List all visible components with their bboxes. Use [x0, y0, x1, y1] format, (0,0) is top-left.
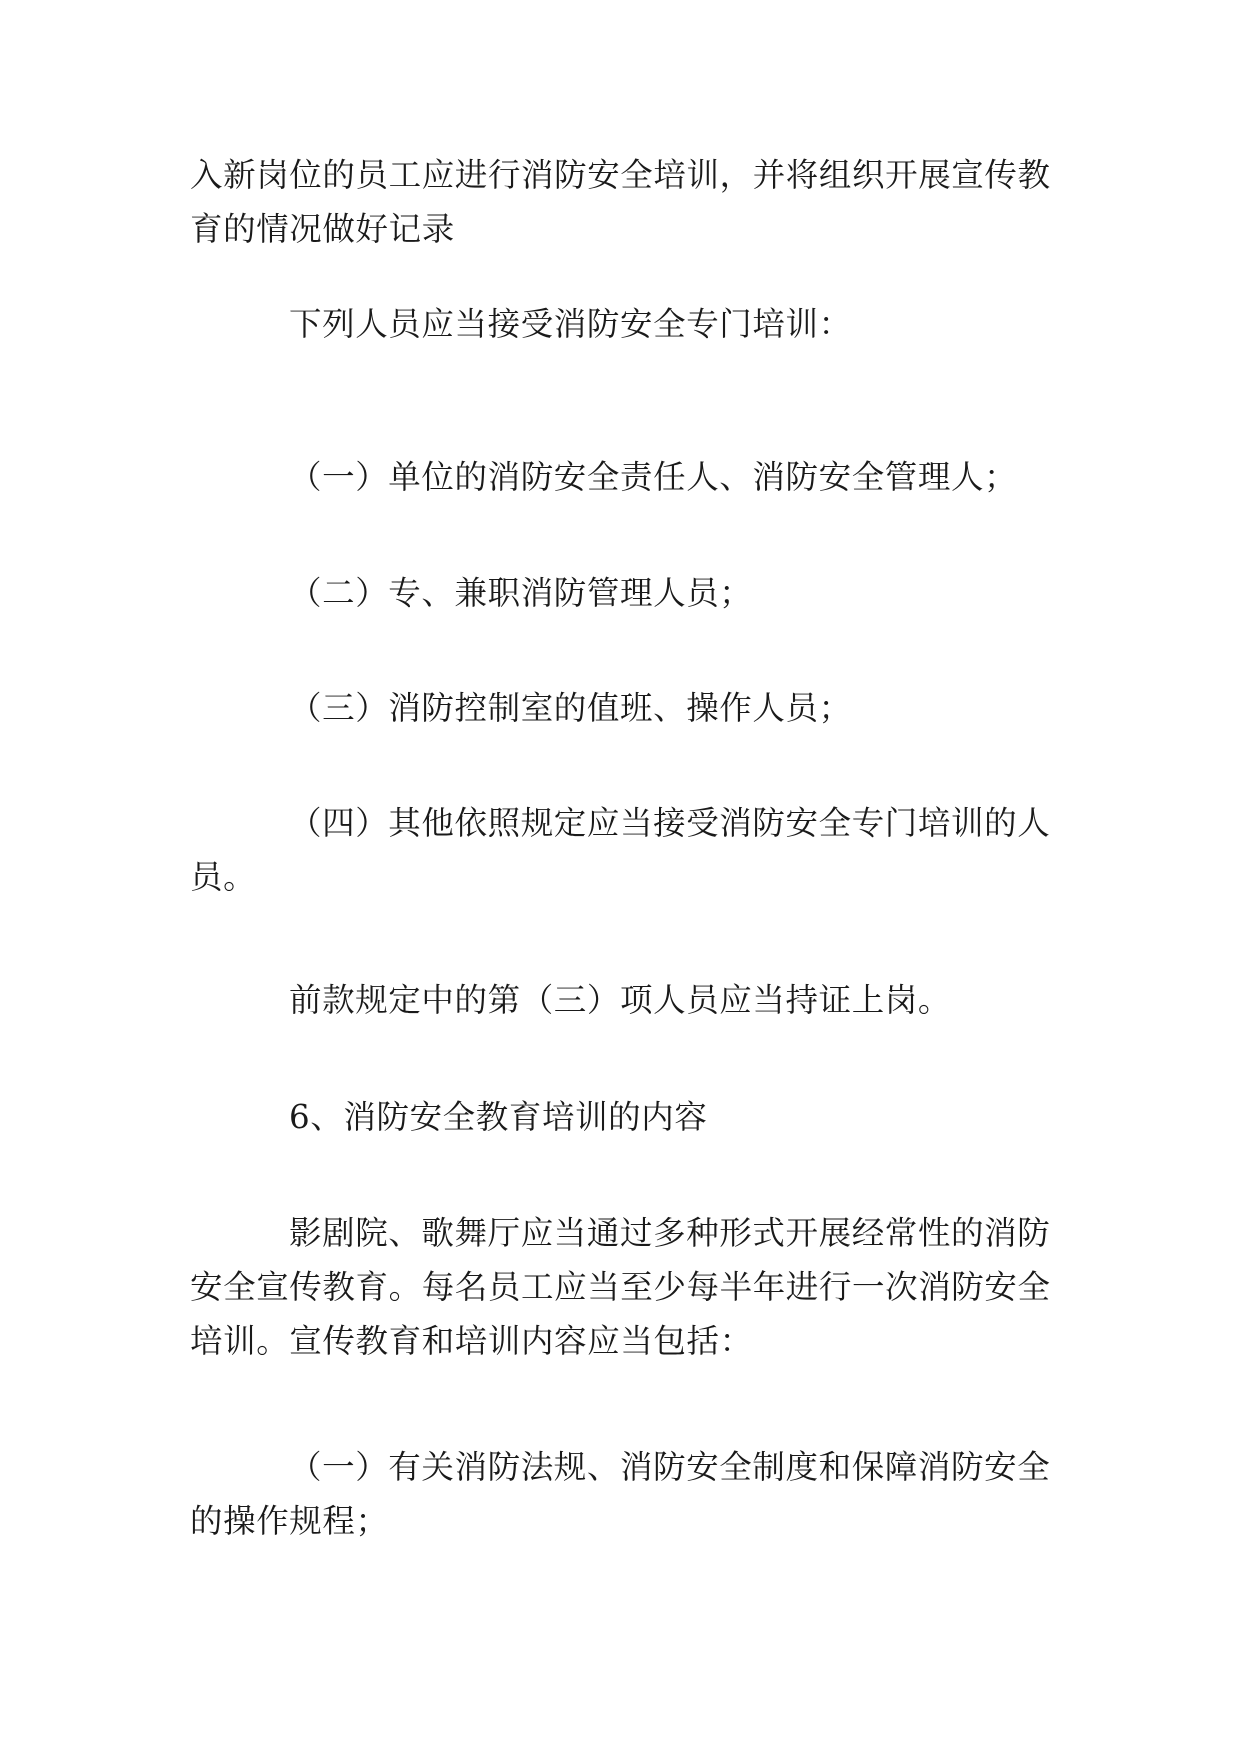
list-item-5: （一）有关消防法规、消防安全制度和保障消防安全的操作规程；: [190, 1448, 1051, 1540]
list-item-3: （三）消防控制室的值班、操作人员；: [289, 689, 852, 727]
list-item-1: （一）单位的消防安全责任人、消防安全管理人；: [289, 458, 1018, 496]
paragraph-note: 前款规定中的第（三）项人员应当持证上岗。: [289, 981, 952, 1019]
list-item-4: （四）其他依照规定应当接受消防安全专门培训的人员。: [190, 804, 1051, 896]
paragraph-1: 入新岗位的员工应进行消防安全培训，并将组织开展宣传教育的情况做好记录: [190, 156, 1051, 248]
paragraph-training: 影剧院、歌舞厅应当通过多种形式开展经常性的消防安全宣传教育。每名员工应当至少每半年进行一次消防安全培训。宣传教育和培训内容应当包括：: [190, 1214, 1051, 1360]
list-item-2: （二）专、兼职消防管理人员；: [289, 574, 753, 612]
paragraph-2: 下列人员应当接受消防安全专门培训：: [289, 305, 852, 343]
section-heading: 6、消防安全教育培训的内容: [289, 1098, 708, 1136]
